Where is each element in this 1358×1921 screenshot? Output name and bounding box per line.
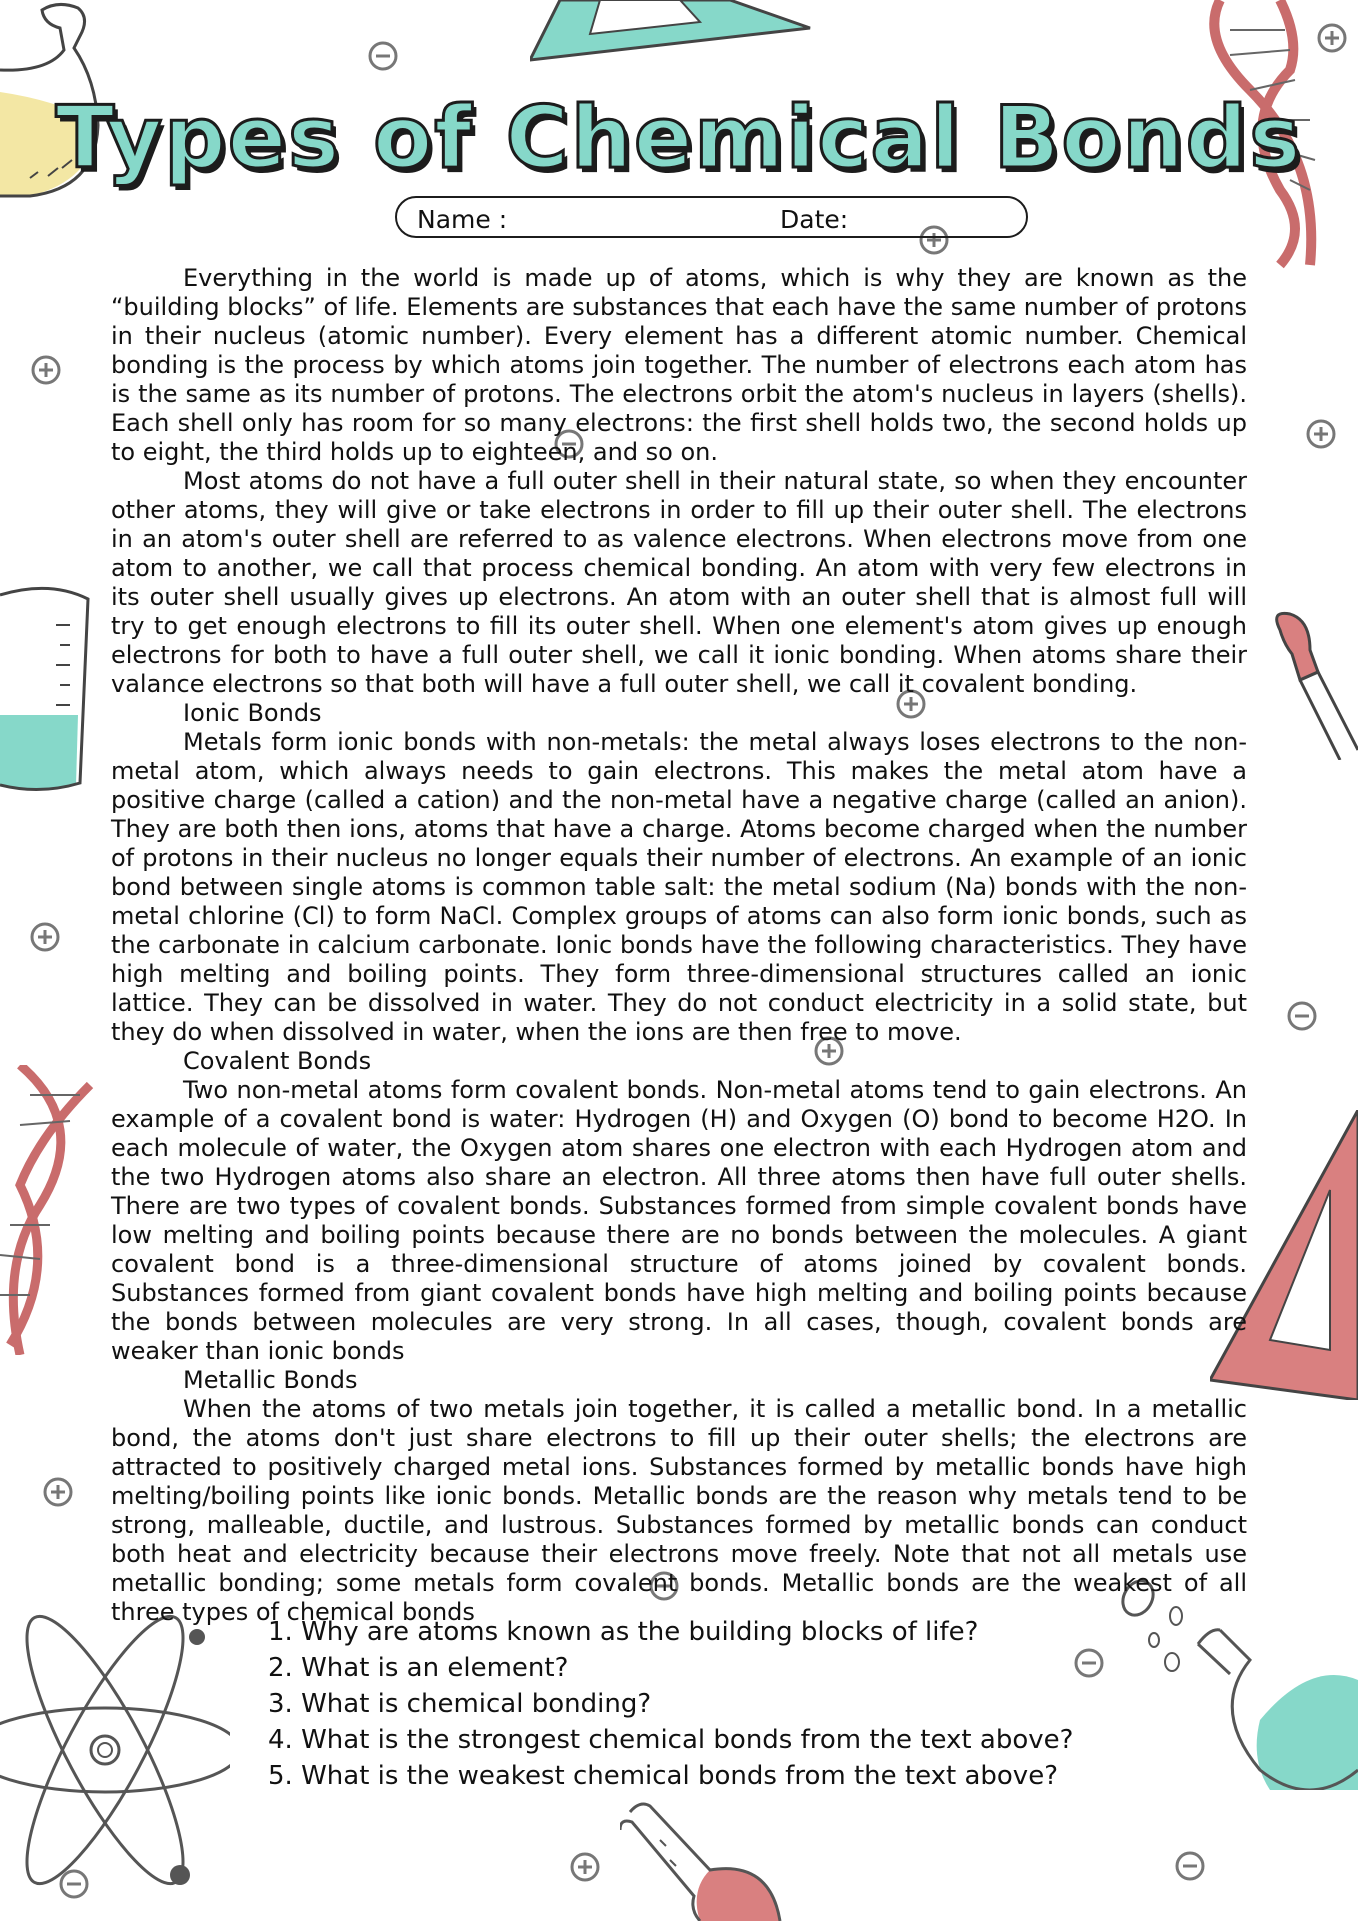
- test-tube-icon: [620, 1800, 800, 1921]
- intro-paragraph: Everything in the world is made up of atoms, which is why they are known as the “building blocks” of life. Elements are substances that each have the same number of protons in their nucleus (atomic number). Every element has a different atomic number. Chemical bonding is the process by which atoms join together. The number of electrons each atom has is the same as its number of protons. The electrons orbit the atom's nucleus in layers (shells). Each shell only has room for so many electrons: the first shell holds two, the second holds up to eight, the third holds up to eighteen, and so on.: [111, 264, 1247, 466]
- section-paragraph: Metals form ionic bonds with non-metals: the metal always loses electrons to the non-metal atom, which always needs to gain electrons. This makes the metal atom have a positive charge (called a cation) and the non-metal have a negative charge (called an anion). They are both then ions, atoms that have a charge. Atoms become charged when the number of protons in their nucleus no longer equals their number of electrons. An example of an ionic bond between single atoms is common table salt: the metal sodium (Na) bonds with the non-metal chlorine (Cl) to form NaCl. Complex groups of atoms can also form ionic bonds, such as the carbonate in calcium carbonate. Ionic bonds have the following characteristics. They have high melting and boiling points. They form three-dimensional structures called an ionic lattice. They can be dissolved in water. They do not conduct electricity in a solid state, but they do when dissolved in water, when the ions are then free to move.: [111, 728, 1247, 1046]
- date-label: Date:: [780, 205, 849, 234]
- plus-charge-icon: [42, 1476, 74, 1508]
- dropper-icon: [1270, 610, 1358, 760]
- minus-charge-icon: [367, 40, 399, 72]
- beaker-icon: [0, 585, 95, 795]
- section-paragraph: Two non-metal atoms form covalent bonds. Non-metal atoms tend to gain electrons. An example of a covalent bond is water: Hydrogen (H) and Oxygen (O) bond to become H2O. In each molecule of water, the Oxygen atom shares one electron with each Hydrogen atom and the two Hydrogen atoms also share an electron. All three atoms then have full outer shells. There are two types of covalent bonds. Substances formed from simple covalent bonds have low melting and boiling points because there are no bonds between the molecules. A giant covalent bond is a three-dimensional structure of atoms joined by covalent bonds. Substances formed from giant covalent bonds have high melting and boiling points because the bonds between molecules are very strong. In all cases, though, covalent bonds are weaker than ionic bonds: [111, 1076, 1247, 1365]
- plus-charge-icon: [30, 354, 62, 386]
- name-date-box: [395, 196, 1028, 238]
- question-item: 3. What is chemical bonding?: [268, 1689, 652, 1719]
- section-paragraph: When the atoms of two metals join together, it is called a metallic bond. In a metallic bond, the atoms don't just share electrons to fill up their outer shells; the electrons are attracted to positively charged metal ions. Substances formed by metallic bonds have high melting/boiling points like ionic bonds. Metallic bonds are the reason why metals tend to be strong, malleable, ductile, and lustrous. Substances formed by metallic bonds can conduct both heat and electricity because their electrons move freely. Note that not all metals use metallic bonding; some metals form covalent bonds. Metallic bonds are the weakest of all three types of chemical bonds: [111, 1395, 1247, 1626]
- dna-helix-left-icon: [0, 1065, 100, 1355]
- minus-charge-icon: [1174, 1850, 1206, 1882]
- minus-charge-icon: [1073, 1647, 1105, 1679]
- name-label: Name :: [417, 205, 508, 234]
- question-list: [268, 1614, 1073, 1794]
- section-heading: Covalent Bonds: [183, 1047, 372, 1075]
- question-item: 4. What is the strongest chemical bonds from the text above?: [268, 1725, 1074, 1755]
- section-heading: Metallic Bonds: [183, 1366, 358, 1394]
- plus-charge-icon: [1316, 22, 1348, 54]
- intro-paragraph: Most atoms do not have a full outer shell in their natural state, so when they encounter other atoms, they will give or take electrons in order to fill up their outer shell. The electrons in an atom's outer shell are referred to as valence electrons. When electrons move from one atom to another, we call that process chemical bonding. An atom with very few electrons in its outer shell usually gives up electrons. An atom with an outer shell that is almost full will try to get enough electrons to fill its outer shell. When one element's atom gives up enough electrons for both to have a full outer shell, we call it ionic bonding. When atoms share their valance electrons so that both will have a full outer shell, we call it covalent bonding.: [111, 467, 1247, 698]
- minus-charge-icon: [1286, 1000, 1318, 1032]
- question-item: 5. What is the weakest chemical bonds from the text above?: [268, 1761, 1058, 1791]
- plus-charge-icon: [29, 921, 61, 953]
- triangle-ruler-icon: [530, 0, 815, 70]
- plus-charge-icon: [569, 1851, 601, 1883]
- section-heading: Ionic Bonds: [183, 699, 322, 727]
- reading-passage: [111, 264, 1247, 1627]
- atom-icon: [0, 1610, 230, 1900]
- minus-charge-icon: [58, 1868, 90, 1900]
- question-item: 2. What is an element?: [268, 1653, 569, 1683]
- page-title: Types of Chemical Bonds: [55, 88, 1303, 188]
- plus-charge-icon: [1305, 418, 1337, 450]
- question-item: 1. Why are atoms known as the building blocks of life?: [268, 1617, 979, 1647]
